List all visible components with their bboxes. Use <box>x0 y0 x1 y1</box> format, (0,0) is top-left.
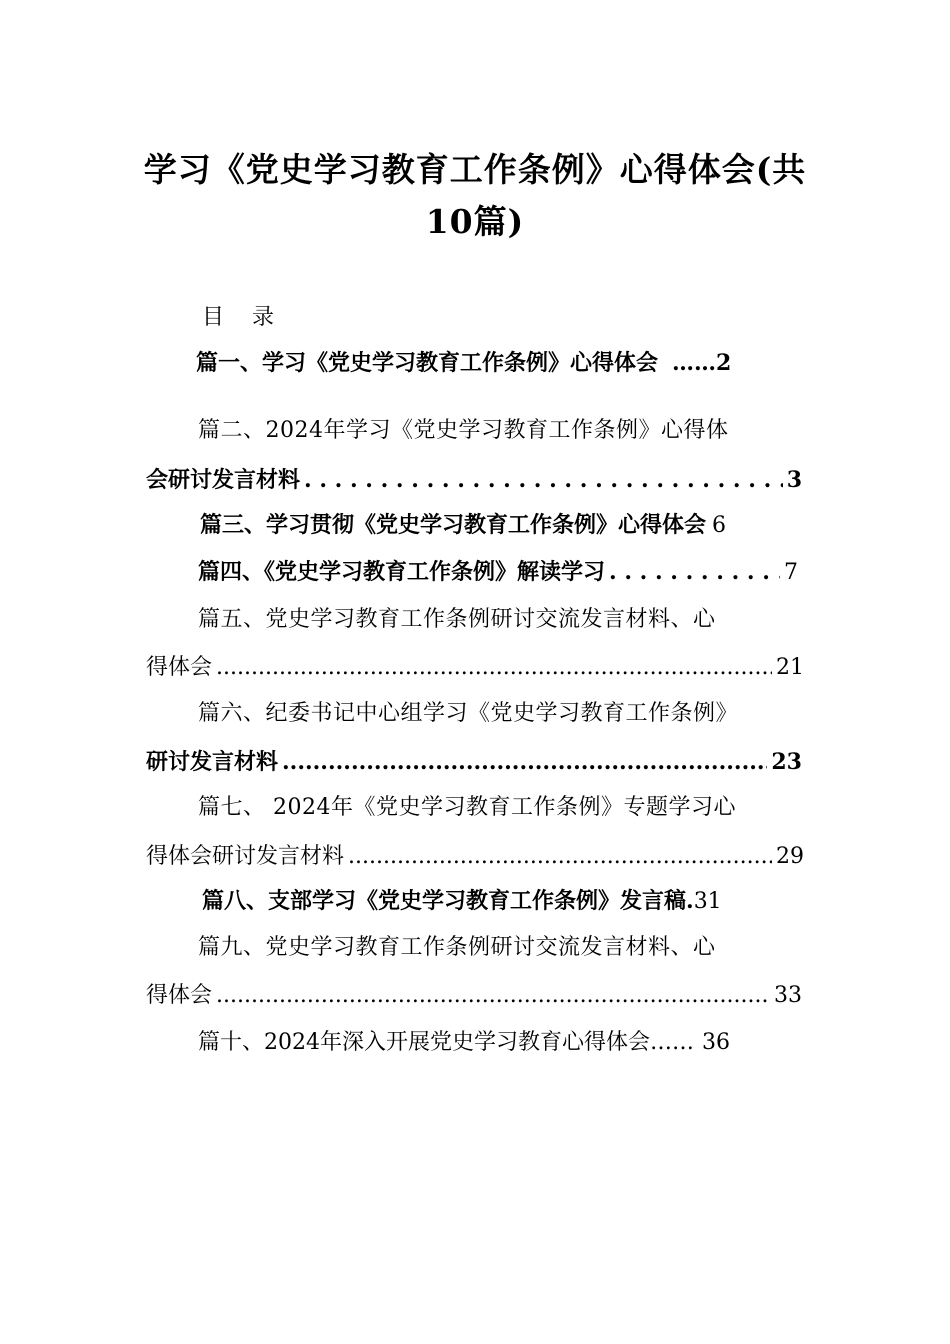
toc-entry-8[interactable] <box>202 884 810 915</box>
toc-entry-5-line1[interactable]: 篇五、党史学习教育工作条例研讨交流发言材料、心 <box>198 607 716 632</box>
toc-heading: 目 录 <box>202 305 274 330</box>
toc-entry-4-page: 7 <box>784 560 798 585</box>
toc-entry-9-title-cont: 得体会 <box>146 983 213 1008</box>
toc-entry-8-page: 31 <box>693 889 722 914</box>
toc-entry-8-title: 篇八、支部学习《党史学习教育工作条例》发言稿 <box>202 888 687 914</box>
toc-entry-2-page: 3 <box>786 467 802 493</box>
toc-entry-2-dots <box>304 467 783 493</box>
toc-entry-6-line2[interactable] <box>146 745 802 776</box>
toc-entry-10[interactable] <box>198 1025 808 1056</box>
toc-entry-3-title: 篇三、学习贯彻《党史学习教育工作条例》心得体会 <box>200 512 707 538</box>
toc-entry-9-page: 33 <box>774 983 802 1008</box>
toc-entry-5-line2[interactable] <box>146 650 804 681</box>
toc-entry-6-page: 23 <box>771 749 802 775</box>
toc-entry-2-title-cont: 会研讨发言材料 <box>146 467 301 493</box>
toc-entry-8-dots: . <box>686 888 694 914</box>
toc-entry-9-line1[interactable]: 篇九、党史学习教育工作条例研讨交流发言材料、心 <box>198 935 716 960</box>
toc-entry-3[interactable] <box>200 508 808 539</box>
toc-entry-3-page: 6 <box>712 513 727 538</box>
toc-entry-1-title: 篇一、学习《党史学习教育工作条例》心得体会 <box>196 350 659 376</box>
toc-entry-7-line2[interactable] <box>146 839 804 870</box>
toc-entry-10-page: 36 <box>702 1030 730 1055</box>
toc-entry-7-page: 29 <box>776 844 804 869</box>
toc-entry-5-page: 21 <box>776 655 804 680</box>
toc-entry-9-dots <box>216 983 770 1008</box>
toc-entry-6-dots <box>282 749 767 775</box>
toc-entry-4[interactable] <box>198 555 798 586</box>
toc-entry-7-line1[interactable]: 篇七、 2024年《党史学习教育工作条例》专题学习心 <box>198 795 736 820</box>
toc-entry-2-line1[interactable]: 篇二、2024年学习《党史学习教育工作条例》心得体 <box>198 418 729 443</box>
toc-entry-5-dots <box>216 655 772 680</box>
document-title-line1: 学习《党史学习教育工作条例》心得体会(共 <box>143 150 807 189</box>
toc-entry-10-dots: …… <box>650 1030 694 1055</box>
toc-entry-9-line2[interactable] <box>146 978 802 1009</box>
toc-entry-1-page: 2 <box>716 350 732 376</box>
toc-entry-7-dots <box>348 844 772 869</box>
toc-entry-6-line1[interactable]: 篇六、纪委书记中心组学习《党史学习教育工作条例》 <box>198 701 739 726</box>
toc-entry-4-title: 篇四、《党史学习教育工作条例》解读学习 <box>198 559 606 585</box>
toc-entry-4-dots <box>609 559 780 585</box>
toc-entry-5-title-cont: 得体会 <box>146 655 213 680</box>
toc-entry-6-title-cont: 研讨发言材料 <box>146 749 279 775</box>
toc-entry-1-dots: …… <box>672 350 717 376</box>
toc-entry-2-line2[interactable] <box>146 463 802 494</box>
toc-entry-7-title-cont: 得体会研讨发言材料 <box>146 844 345 869</box>
document-title-line2: 10篇) <box>425 202 525 241</box>
toc-entry-1[interactable] <box>196 346 808 377</box>
toc-entry-10-title: 篇十、2024年深入开展党史学习教育心得体会 <box>198 1030 650 1055</box>
